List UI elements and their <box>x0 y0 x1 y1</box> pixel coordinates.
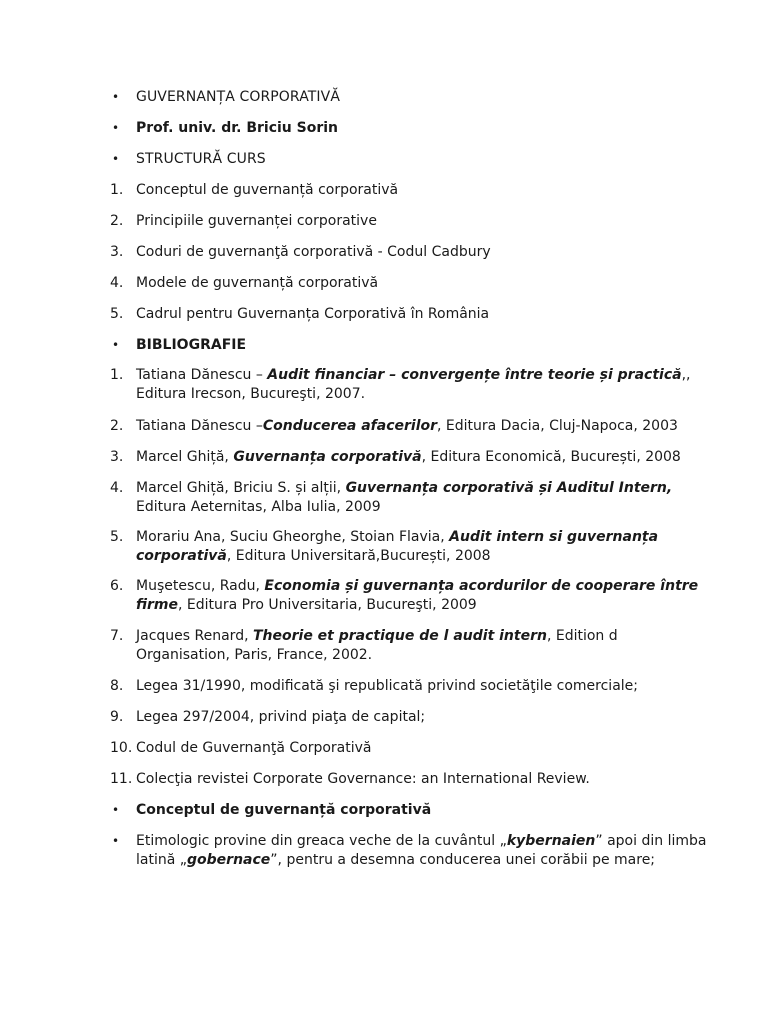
bibliography-heading: BIBLIOGRAFIE <box>136 337 247 353</box>
etymology-paragraph <box>110 832 710 870</box>
greek-word: kybernaien <box>506 833 596 849</box>
structure-item <box>110 274 710 293</box>
bibliography-heading-line <box>110 336 710 355</box>
bib-author: Marcel Ghiță, Briciu S. și alții, <box>136 480 346 496</box>
course-title: GUVERNANȚA CORPORATIVĂ <box>136 89 341 105</box>
etymology-part: Etimologic provine din greaca veche de la cuvântul „ <box>136 833 507 849</box>
bibliography-text <box>136 528 710 566</box>
bib-publisher: , Editura Dacia, Cluj-Napoca, 2003 <box>437 418 678 434</box>
bibliography-item <box>110 479 710 517</box>
structure-item-text: Cadrul pentru Guvernanța Corporativă în România <box>136 306 490 322</box>
bibliography-item <box>110 739 710 758</box>
bibliography-item <box>110 677 710 696</box>
item-number: 4. <box>110 480 124 496</box>
bib-title: Audit financiar – convergențe între teorie și practică <box>267 367 682 383</box>
item-number: 2. <box>110 418 124 434</box>
structure-item <box>110 305 710 324</box>
etymology-text <box>136 832 710 870</box>
bullet-icon: • <box>112 338 120 352</box>
bibliography-text <box>136 577 710 615</box>
bibliography-item <box>110 528 710 566</box>
bibliography-text <box>136 479 710 517</box>
item-number: 3. <box>110 449 124 465</box>
bibliography-text <box>136 417 710 436</box>
bullet-icon: • <box>112 803 120 817</box>
bib-title: Economia și guvernanța acordurilor de cooperare între firme <box>136 578 699 613</box>
structure-item-text: Modele de guvernanță corporativă <box>136 275 379 291</box>
item-number: 11. <box>110 771 133 787</box>
bib-author: Jacques Renard, <box>136 628 253 644</box>
item-number: 5. <box>110 529 124 545</box>
author-name: Prof. univ. dr. Briciu Sorin <box>136 120 339 136</box>
bibliography-text: Codul de Guvernanţă Corporativă <box>136 740 372 756</box>
title-line <box>110 88 710 107</box>
item-number: 2. <box>110 213 124 229</box>
bibliography-text <box>136 448 710 467</box>
item-number: 10. <box>110 740 133 756</box>
bib-author: Morariu Ana, Suciu Gheorghe, Stoian Flavia, <box>136 529 450 545</box>
bib-title: Guvernanța corporativă <box>233 449 422 465</box>
structure-item <box>110 243 710 262</box>
item-number: 4. <box>110 275 124 291</box>
structure-item-text: Conceptul de guvernanță corporativă <box>136 182 399 198</box>
item-number: 3. <box>110 244 124 260</box>
item-number: 6. <box>110 578 124 594</box>
bib-publisher: , Editura Economică, București, 2008 <box>421 449 681 465</box>
bib-title: Guvernanța corporativă și Auditul Intern, <box>345 480 673 496</box>
bibliography-item <box>110 708 710 727</box>
bullet-icon: • <box>112 152 120 166</box>
bullet-icon: • <box>112 90 120 104</box>
bib-title: Conducerea afacerilor <box>262 418 438 434</box>
structure-item-text: Coduri de guvernanţă corporativă - Codul Cadbury <box>136 244 491 260</box>
bibliography-text <box>136 366 710 404</box>
item-number: 5. <box>110 306 124 322</box>
bib-publisher: Editura Aeternitas, Alba Iulia, 2009 <box>136 499 381 515</box>
bibliography-item <box>110 448 710 467</box>
bib-publisher: , Edition d Organisation, Paris, France, 2002. <box>136 628 618 663</box>
bibliography-text: Colecţia revistei Corporate Governance: an International Review. <box>136 771 590 787</box>
concept-heading-line <box>110 801 710 820</box>
bib-author: Tatiana Dănescu – <box>136 367 268 383</box>
etymology-part: ” apoi din limba latină „ <box>136 833 707 868</box>
bibliography-item <box>110 627 710 665</box>
bibliography-text: Legea 297/2004, privind piaţa de capital; <box>136 709 426 725</box>
structure-heading: STRUCTURĂ CURS <box>136 151 266 167</box>
bib-author: Marcel Ghiță, <box>136 449 234 465</box>
bibliography-item <box>110 417 710 436</box>
concept-heading: Conceptul de guvernanță corporativă <box>136 802 432 818</box>
structure-item-text: Principiile guvernanței corporative <box>136 213 377 229</box>
bibliography-text: Legea 31/1990, modificată şi republicată privind societăţile comerciale; <box>136 678 638 694</box>
item-number: 9. <box>110 709 124 725</box>
structure-item <box>110 181 710 200</box>
bullet-icon: • <box>112 834 120 848</box>
bib-publisher: ,, Editura Irecson, Bucureşti, 2007. <box>136 367 691 402</box>
bullet-icon: • <box>112 121 120 135</box>
bibliography-item <box>110 577 710 615</box>
item-number: 1. <box>110 182 124 198</box>
structure-item <box>110 212 710 231</box>
bib-author: Muşetescu, Radu, <box>136 578 265 594</box>
bib-publisher: , Editura Pro Universitaria, Bucureşti, 2009 <box>178 597 477 613</box>
etymology-part: ”, pentru a desemna conducerea unei corăbii pe mare; <box>270 852 656 868</box>
bibliography-item <box>110 770 710 789</box>
item-number: 8. <box>110 678 124 694</box>
item-number: 1. <box>110 367 124 383</box>
bib-author: Tatiana Dănescu – <box>136 418 263 434</box>
bibliography-text <box>136 627 710 665</box>
bib-title: Theorie et practique de l audit intern <box>252 628 547 644</box>
bib-publisher: , Editura Universitară,București, 2008 <box>226 548 491 564</box>
structure-heading-line <box>110 150 710 169</box>
bib-title: Audit intern si guvernanța corporativă <box>136 529 659 564</box>
latin-word: gobernace <box>187 852 271 868</box>
item-number: 7. <box>110 628 124 644</box>
author-line <box>110 119 710 138</box>
bibliography-item <box>110 366 710 404</box>
